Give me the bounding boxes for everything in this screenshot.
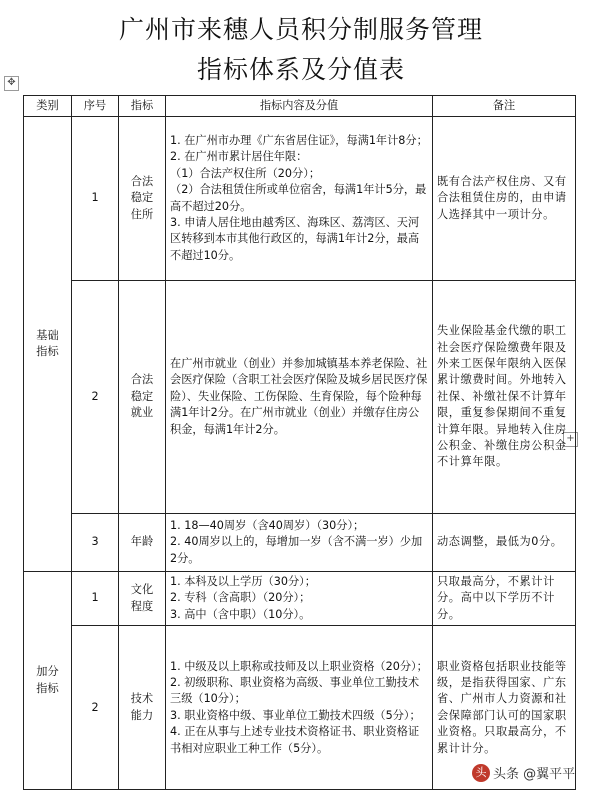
indicator-content: 1. 18—40周岁（含40周岁）（30分）； 2. 40周岁以上的，每增加一岁（含不满一岁）少加2分。: [166, 514, 433, 572]
page-title-line1: 广州市来穗人员积分制服务管理: [118, 15, 483, 44]
add-column-icon[interactable]: +: [563, 432, 578, 447]
table-row: [24, 514, 576, 572]
row-number: 3: [72, 514, 119, 572]
header-no: 序号: [72, 96, 119, 117]
watermark: [472, 763, 575, 782]
indicator-name: 技术 能力: [119, 626, 166, 790]
indicator-note: 只取最高分，不累计计分。高中以下学历不计分。: [433, 572, 576, 626]
indicator-note: 失业保险基金代缴的职工社会医疗保险缴费年限及外来工医保年限纳入医保累计缴费时间。外地转入社保、补缴社保不计算年限，重复参保期间不重复计算年限。异地转入住房公积金、补缴住房公积金不计算年限。: [433, 281, 576, 514]
indicator-name: 年龄: [119, 514, 166, 572]
watermark-text: 头条 @翼平平: [493, 767, 576, 782]
row-number: 1: [72, 117, 119, 281]
indicator-content: 在广州市就业（创业）并参加城镇基本养老保险、社会医疗保险（含职工社会医疗保险及城乡居民医疗保险）、失业保险、工伤保险、生育保险，每个险种每满1年计2分。在广州市就业（创业）并缴存住房公积金，每满1年计2分。: [166, 281, 433, 514]
table-move-icon[interactable]: ✥: [4, 76, 19, 91]
indicator-name: 文化 程度: [119, 572, 166, 626]
page-title-line2: 指标体系及分值表: [196, 55, 405, 84]
header-note: 备注: [433, 96, 576, 117]
indicator-table: [23, 95, 576, 790]
row-number: 2: [72, 281, 119, 514]
category-basic: 基础 指标: [24, 117, 72, 572]
indicator-content: 1. 在广州市办理《广东省居住证》，每满1年计8分； 2. 在广州市累计居住年限： （1）合法产权住所（20分）； （2）合法租赁住所或单位宿舍，每满1年计5分，最高不超过20分。 3. 申请人居住地由越秀区、海珠区、荔湾区、天河区转移到本市其他行政区的，每满1年计2分，最高不超过10分。: [166, 117, 433, 281]
indicator-name: 合法 稳定 住所: [119, 117, 166, 281]
header-category: 类别: [24, 96, 72, 117]
indicator-content: 1. 本科及以上学历（30分）； 2. 专科（含高职）（20分）； 3. 高中（含中职）（10分）。: [166, 572, 433, 626]
table-row: [24, 117, 576, 281]
indicator-note: 职业资格包括职业技能等级，是指获得国家、广东省、广州市人力资源和社会保障部门认可的国家职业资格。只取最高分，不累计计分。: [433, 626, 576, 790]
row-number: 1: [72, 572, 119, 626]
indicator-content: 1. 中级及以上职称或技师及以上职业资格（20分）； 2. 初级职称、职业资格为高级、事业单位工勤技术三级（10分）； 3. 职业资格中级、事业单位工勤技术四级（5分）； 4. 正在从事与上述专业技术资格证书、职业资格证书相对应职业工种工作（5分）。: [166, 626, 433, 790]
indicator-note: 既有合法产权住房、又有合法租赁住房的，由申请人选择其中一项计分。: [433, 117, 576, 281]
indicator-name: 合法 稳定 就业: [119, 281, 166, 514]
table-row: [24, 281, 576, 514]
table-header-row: [24, 96, 576, 117]
header-content: 指标内容及分值: [166, 96, 433, 117]
indicator-note: 动态调整，最低为0分。: [433, 514, 576, 572]
row-number: 2: [72, 626, 119, 790]
header-indicator: 指标: [119, 96, 166, 117]
table-row: [24, 572, 576, 626]
toutiao-logo-icon: 头: [472, 764, 490, 782]
category-bonus: 加分 指标: [24, 572, 72, 790]
